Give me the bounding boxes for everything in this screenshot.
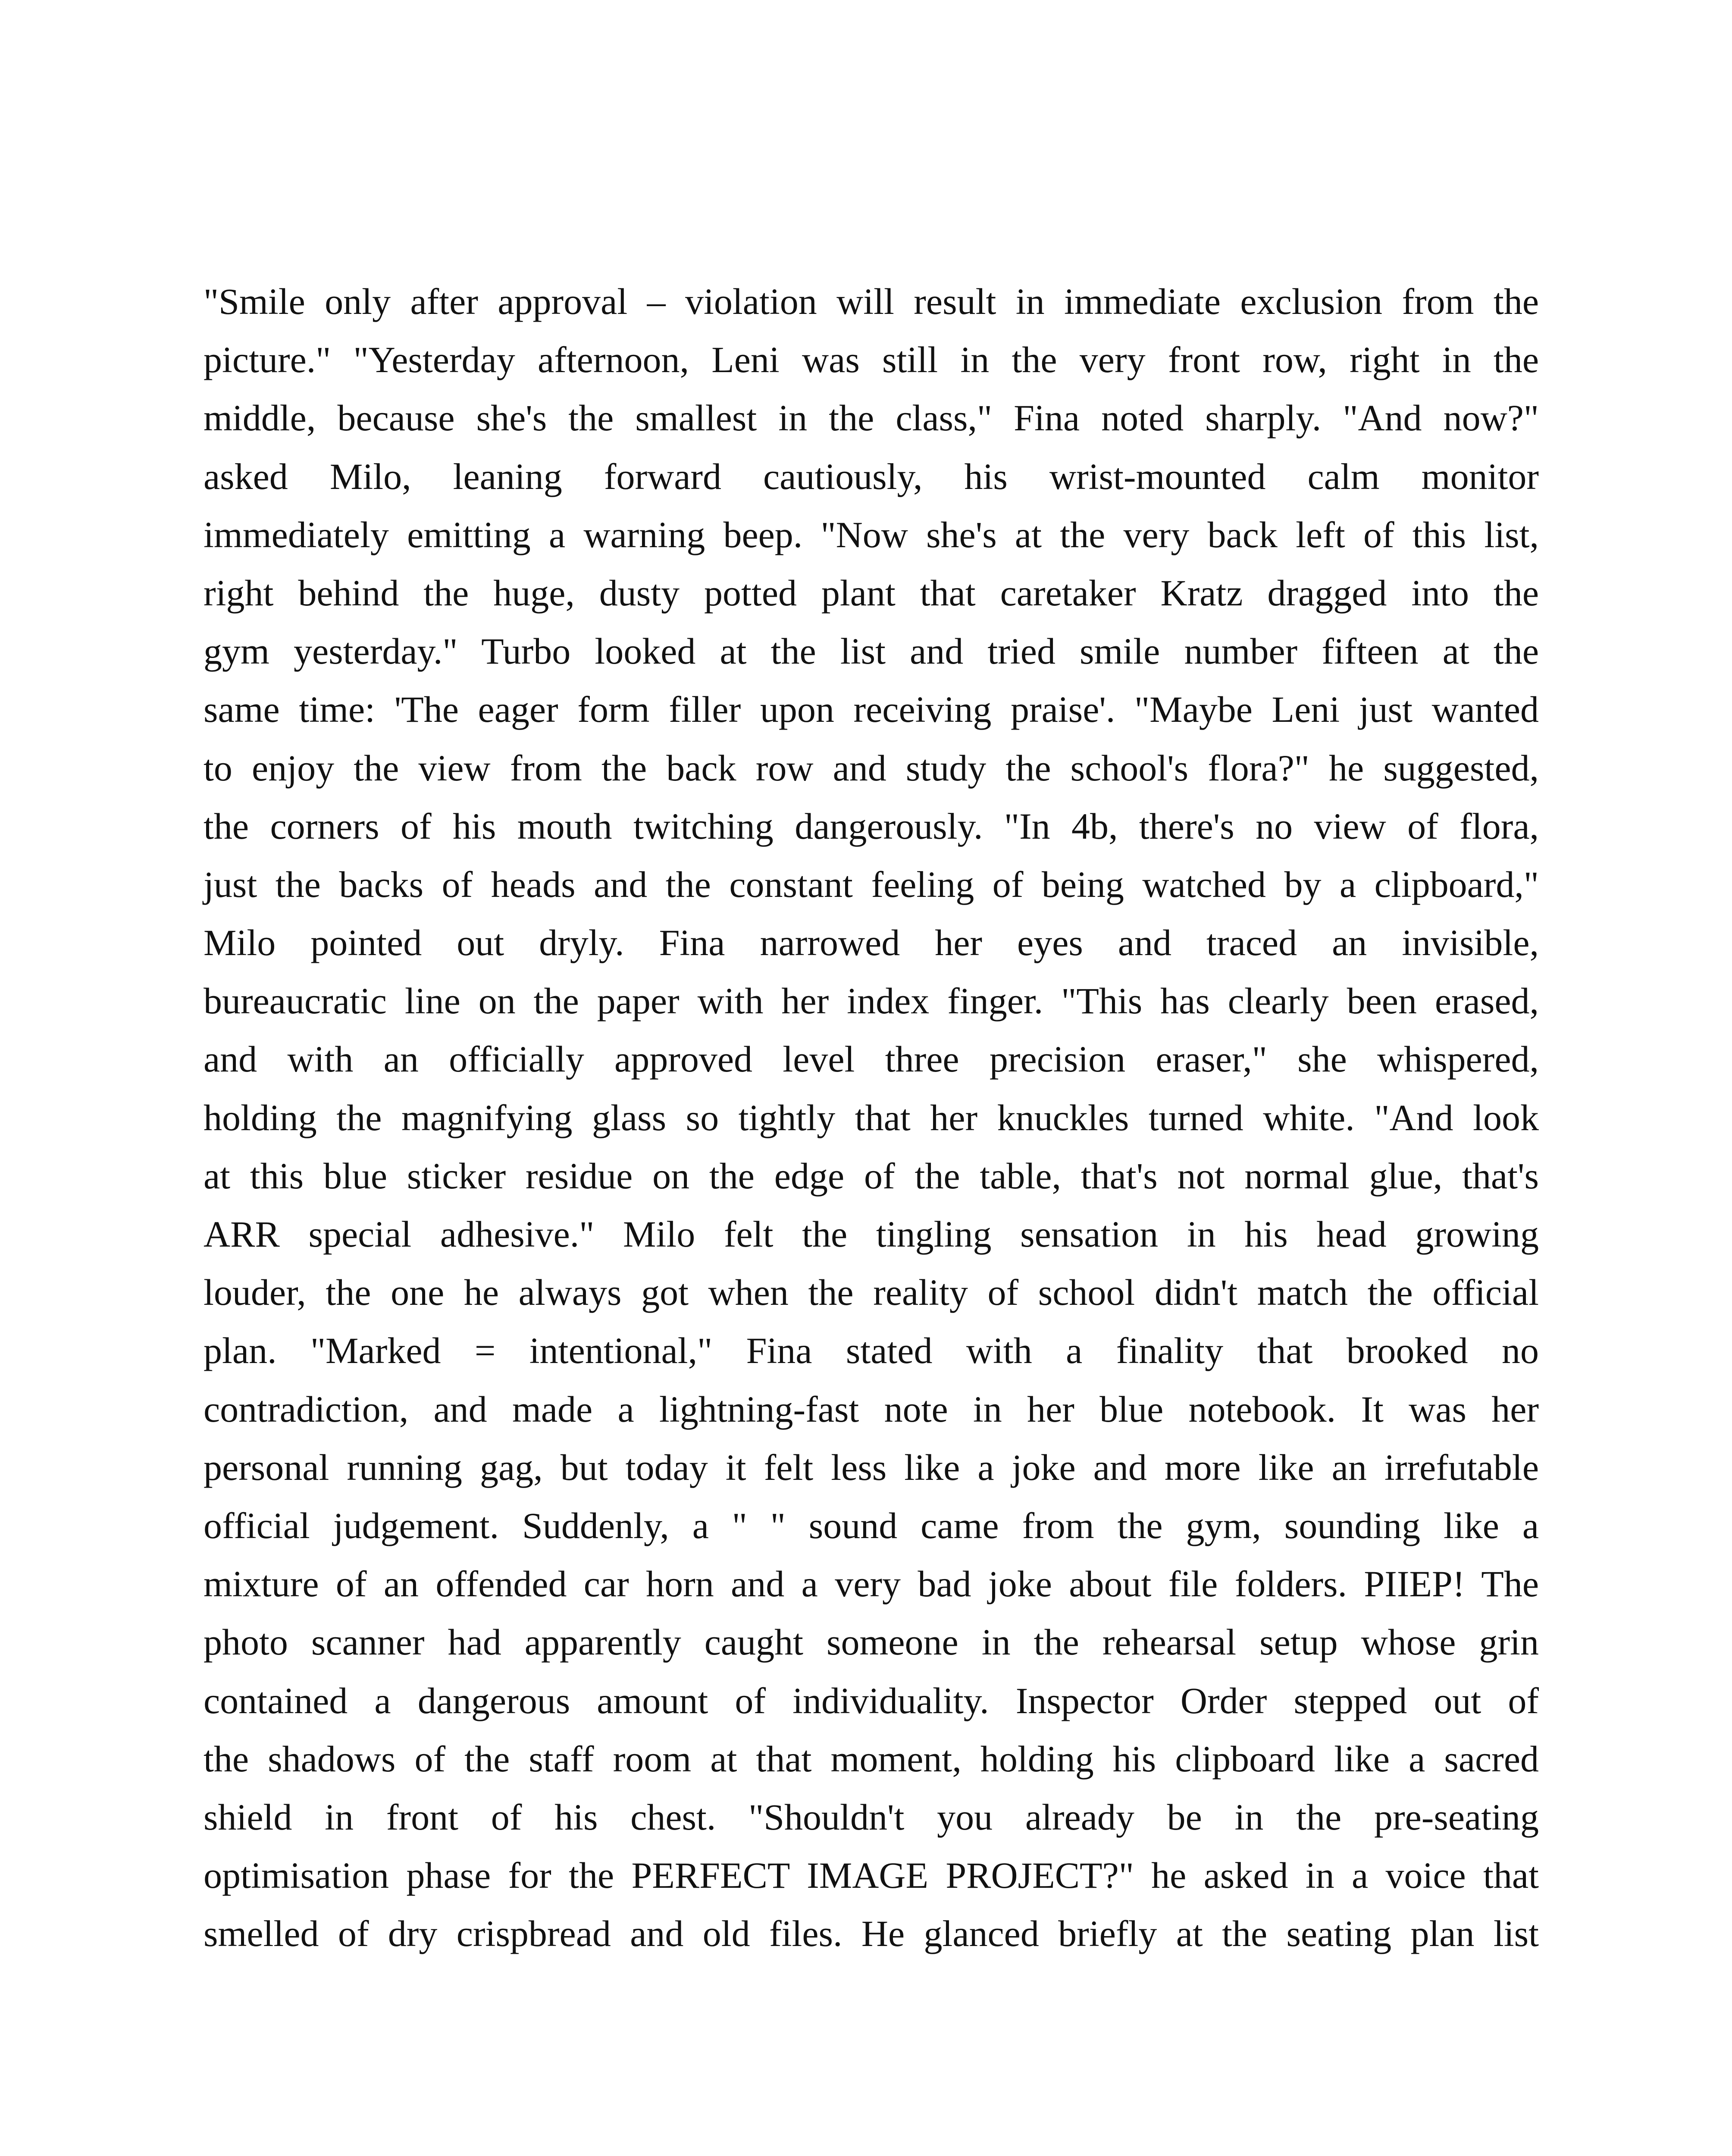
text-line: shield in front of his chest. "Shouldn't you already be in the pre-seating (204, 1796, 1539, 1838)
text-line: official judgement. Suddenly, a " " sound came from the gym, sounding like a (204, 1504, 1539, 1546)
text-line: louder, the one he always got when the reality of school didn't match the official (204, 1272, 1539, 1313)
text-line: asked Milo, leaning forward cautiously, his wrist-mounted calm monitor (204, 455, 1539, 497)
text-line: holding the magnifying glass so tightly that her knuckles turned white. "And look (204, 1097, 1539, 1138)
text-line: "Smile only after approval – violation will result in immediate exclusion from the (204, 281, 1539, 322)
text-line: photo scanner had apparently caught someone in the rehearsal setup whose grin (204, 1621, 1539, 1663)
text-line: Milo pointed out dryly. Fina narrowed her eyes and traced an invisible, (204, 922, 1539, 964)
text-line: immediately emitting a warning beep. "Now she's at the very back left of this list, (204, 514, 1539, 555)
text-line: mixture of an offended car horn and a very bad joke about file folders. PIIEP! The (204, 1563, 1539, 1605)
text-line: plan. "Marked = intentional," Fina stated with a finality that brooked no (204, 1330, 1539, 1372)
text-line: the shadows of the staff room at that moment, holding his clipboard like a sacred (204, 1738, 1539, 1780)
text-line: smelled of dry crispbread and old files. He glanced briefly at the seating plan list (204, 1913, 1539, 1955)
text-line: personal running gag, but today it felt less like a joke and more like an irrefutable (204, 1446, 1539, 1488)
text-line: optimisation phase for the PERFECT IMAGE PROJECT?" he asked in a voice that (204, 1855, 1539, 1896)
text-line: to enjoy the view from the back row and study the school's flora?" he suggested, (204, 747, 1539, 789)
text-line: and with an officially approved level three precision eraser," she whispered, (204, 1038, 1539, 1080)
text-line: contained a dangerous amount of individuality. Inspector Order stepped out of (204, 1680, 1539, 1721)
text-line: middle, because she's the smallest in the class," Fina noted sharply. "And now?" (204, 397, 1539, 439)
text-line: picture." "Yesterday afternoon, Leni was still in the very front row, right in the (204, 339, 1539, 381)
text-line: same time: 'The eager form filler upon receiving praise'. "Maybe Leni just wanted (204, 689, 1539, 730)
text-line: right behind the huge, dusty potted plant that caretaker Kratz dragged into the (204, 572, 1539, 614)
text-line: gym yesterday." Turbo looked at the list and tried smile number fifteen at the (204, 630, 1539, 672)
body-text (204, 273, 1539, 1963)
text-line: bureaucratic line on the paper with her index finger. "This has clearly been erased, (204, 980, 1539, 1022)
text-line: at this blue sticker residue on the edge of the table, that's not normal glue, that's (204, 1155, 1539, 1197)
text-line: contradiction, and made a lightning-fast note in her blue notebook. It was her (204, 1388, 1539, 1430)
text-line: ARR special adhesive." Milo felt the tingling sensation in his head growing (204, 1213, 1539, 1255)
text-line: the corners of his mouth twitching dangerously. "In 4b, there's no view of flora, (204, 805, 1539, 847)
text-line: just the backs of heads and the constant feeling of being watched by a clipboard," (204, 863, 1539, 905)
